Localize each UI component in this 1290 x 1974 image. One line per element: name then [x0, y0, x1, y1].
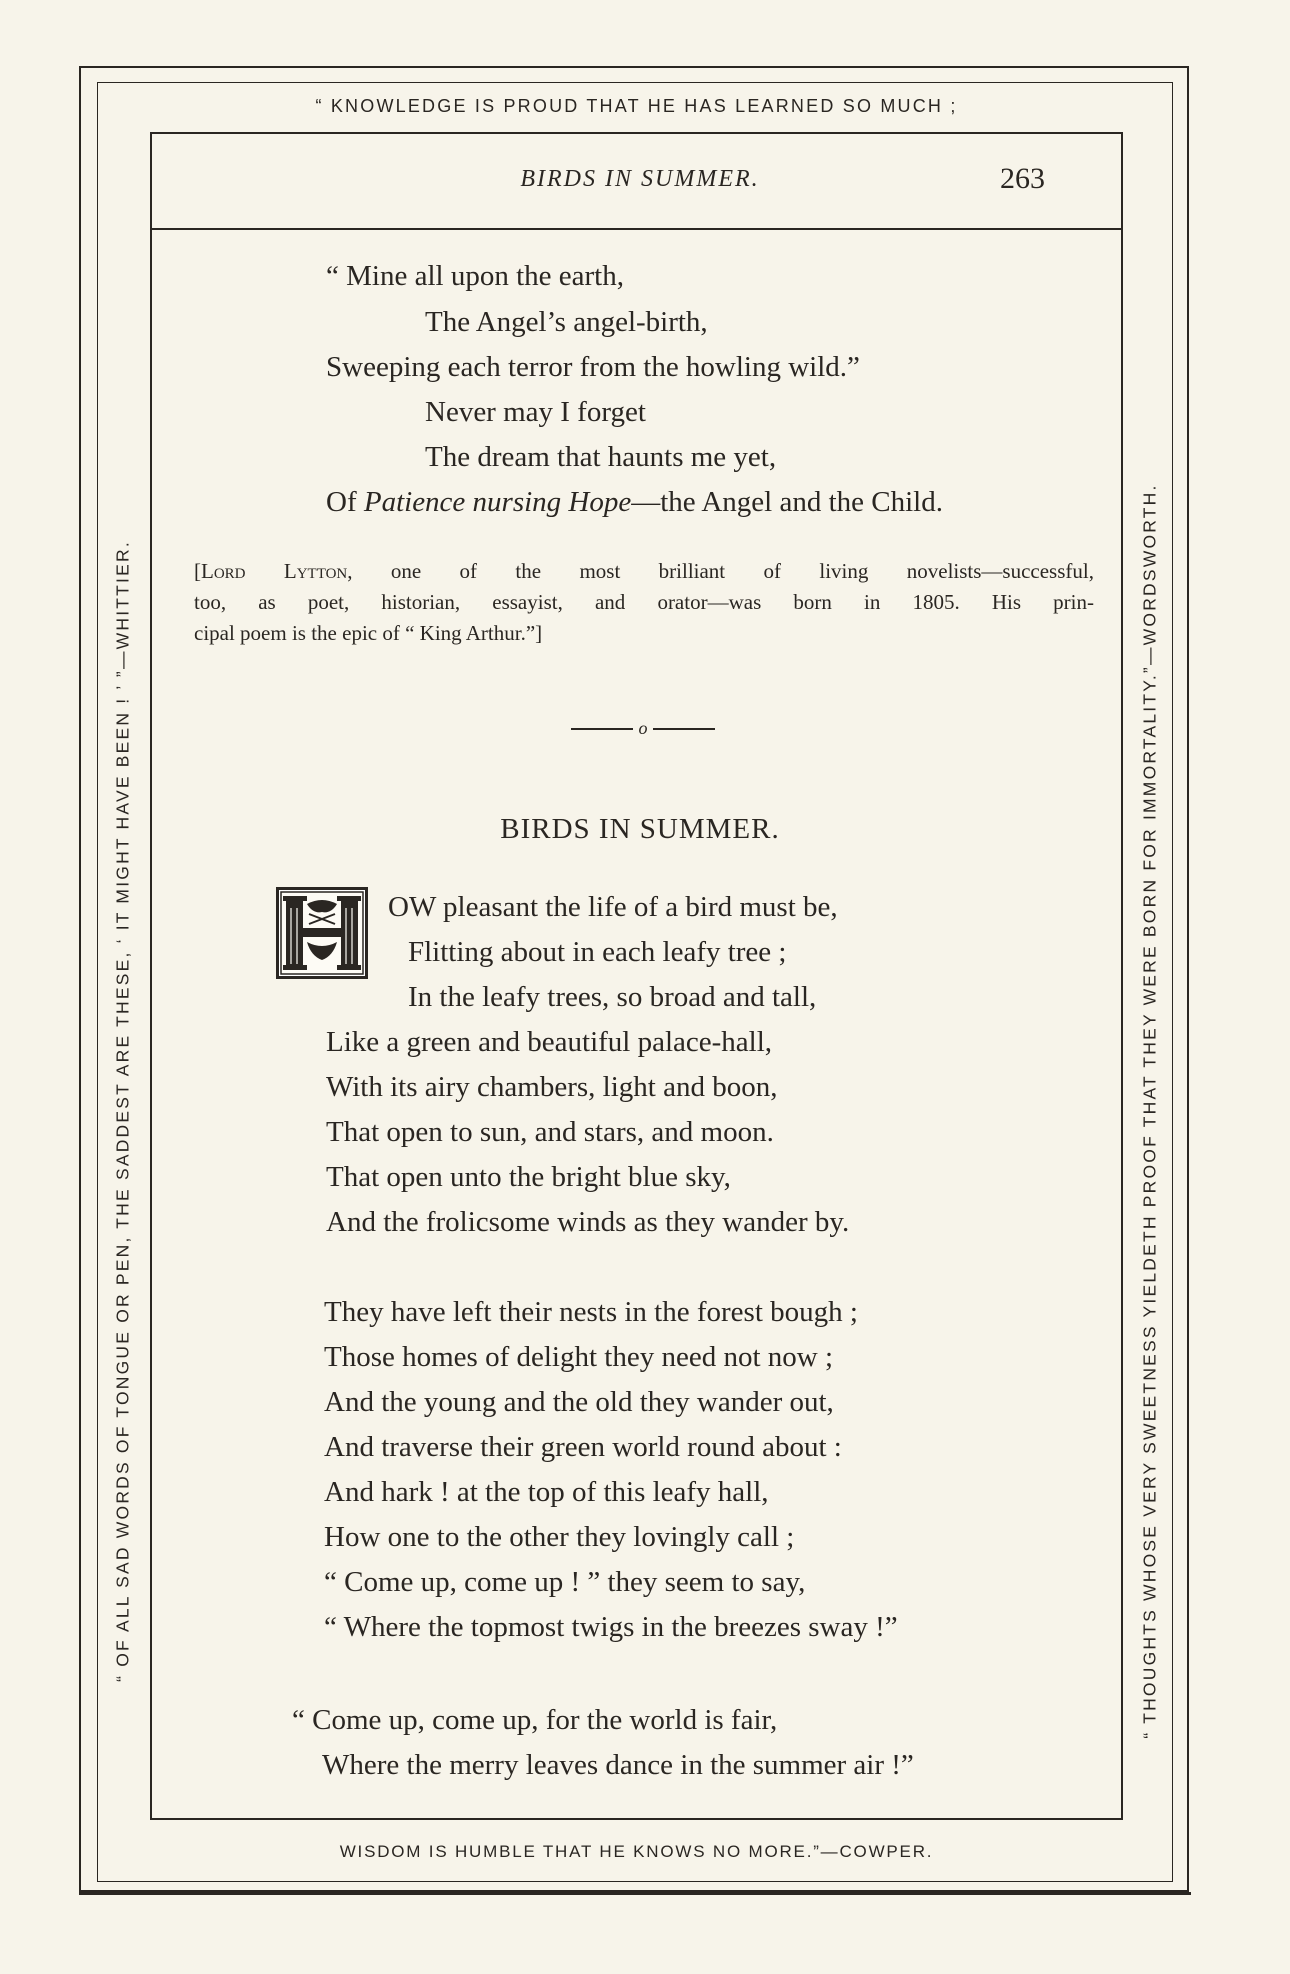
poem-line: And traverse their green world round about :	[324, 1431, 842, 1463]
poem-line: OW pleasant the life of a bird must be,	[388, 891, 838, 923]
running-title: BIRDS IN SUMMER.	[520, 166, 760, 192]
divider-rule-right	[653, 728, 715, 730]
poem-line: They have left their nests in the forest bough ;	[324, 1296, 858, 1328]
poem-line: “ Come up, come up, for the world is fair,	[292, 1704, 778, 1736]
poem-line: And hark ! at the top of this leafy hall,	[324, 1476, 769, 1508]
poem-line: In the leafy trees, so broad and tall,	[408, 981, 817, 1013]
poem-line: How one to the other they lovingly call ;	[324, 1521, 795, 1553]
page-number: 263	[1000, 162, 1045, 195]
outer-border-shadow	[79, 1892, 1191, 1895]
poem-line: And the young and the old they wander out,	[324, 1386, 834, 1418]
author-note	[194, 556, 1094, 649]
prev-poem-line: The dream that haunts me yet,	[425, 441, 777, 473]
note-author-name: Lord Lytton	[201, 559, 348, 583]
poem-line: Those homes of delight they need not now ;	[324, 1341, 834, 1373]
prev-poem-line: Sweeping each terror from the howling wild.”	[326, 351, 860, 383]
prev-poem-line: Never may I forget	[425, 396, 646, 428]
prev-poem-line: “ Mine all upon the earth,	[326, 260, 624, 292]
poem-line: Flitting about in each leafy tree ;	[408, 936, 787, 968]
poem-line: “ Come up, come up ! ” they seem to say,	[324, 1566, 806, 1598]
poem-line: With its airy chambers, light and boon,	[326, 1071, 778, 1103]
poem-line: That open unto the bright blue sky,	[326, 1161, 731, 1193]
note-line-1	[194, 556, 1094, 587]
border-quote-right: “ THOUGHTS WHOSE VERY SWEETNESS YIELDETH PROOF THAT THEY WERE BORN FOR IMMORTALITY.”—WORDSWORTH.	[1139, 483, 1160, 1739]
note-line-1-rest: , one of the most brilliant of living novelists—successful,	[347, 559, 1094, 583]
border-quote-top: “ KNOWLEDGE IS PROUD THAT HE HAS LEARNED SO MUCH ;	[315, 96, 958, 116]
section-divider	[571, 718, 715, 738]
note-line-2: too, as poet, historian, essayist, and orator—was born in 1805. His prin-	[194, 590, 1094, 614]
note-bracket: [	[194, 559, 201, 583]
note-line-3: cipal poem is the epic of “ King Arthur.”]	[194, 621, 543, 645]
last-line-pre: Of	[326, 486, 364, 518]
drop-cap-letter-h-icon	[279, 890, 365, 976]
poem-line: Like a green and beautiful palace-hall,	[326, 1026, 773, 1058]
poem-line: That open to sun, and stars, and moon.	[326, 1116, 774, 1148]
prev-poem-line: The Angel’s angel-birth,	[425, 306, 708, 338]
prev-poem-last-line	[326, 488, 943, 517]
last-line-post: —the Angel and the Child.	[631, 486, 943, 518]
drop-cap-ornament	[276, 887, 368, 979]
poem-line: Where the merry leaves dance in the summer air !”	[322, 1749, 914, 1781]
border-quote-bottom: WISDOM IS HUMBLE THAT HE KNOWS NO MORE.”—COWPER.	[339, 1842, 934, 1861]
last-line-italic: Patience nursing Hope	[363, 486, 632, 518]
divider-mark: o	[638, 718, 648, 738]
poem-line: “ Where the topmost twigs in the breezes sway !”	[324, 1611, 898, 1643]
header-rule	[150, 228, 1123, 230]
border-quote-left: “ OF ALL SAD WORDS OF TONGUE OR PEN, THE SADDEST ARE THESE, ‘ IT MIGHT HAVE BEEN ! ’ ”—WHITTIER.	[112, 540, 133, 1682]
poem-title: BIRDS IN SUMMER.	[500, 813, 780, 845]
poem-line: And the frolicsome winds as they wander by.	[326, 1206, 850, 1238]
